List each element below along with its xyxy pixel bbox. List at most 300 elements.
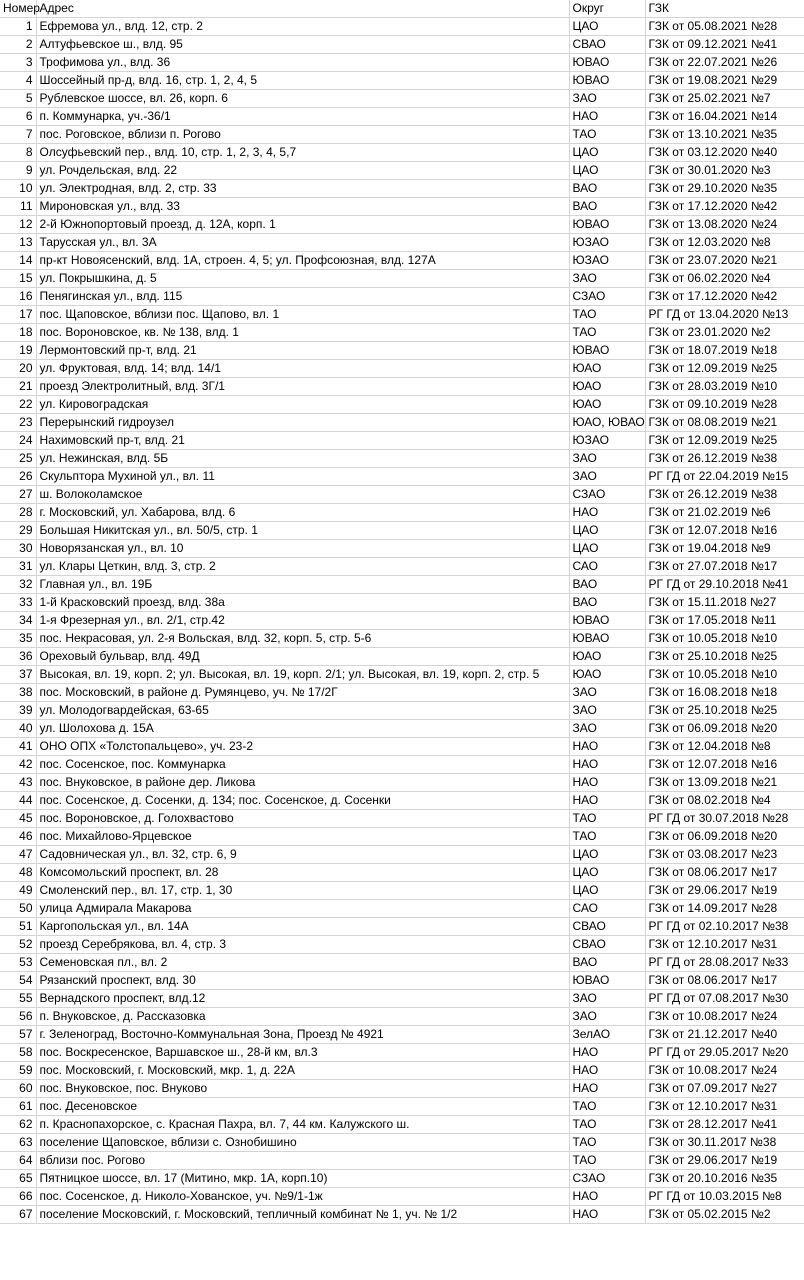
cell-okrug[interactable]: ЮАО [569, 378, 645, 396]
cell-address[interactable]: пос. Сосенское, д. Сосенки, д. 134; пос. Сосенское, д. Сосенки [36, 792, 569, 810]
cell-address[interactable]: Скульптора Мухиной ул., вл. 11 [36, 468, 569, 486]
cell-okrug[interactable]: ВАО [569, 954, 645, 972]
cell-num[interactable]: 65 [0, 1170, 36, 1188]
cell-address[interactable]: пр-кт Новоясенский, влд. 1А, строен. 4, 5; ул. Профсоюзная, влд. 127А [36, 252, 569, 270]
table-row[interactable] [0, 810, 804, 828]
cell-gzk[interactable]: ГЗК от 12.09.2019 №25 [645, 360, 804, 378]
cell-okrug[interactable]: ЦАО [569, 18, 645, 36]
cell-address[interactable]: Комсомольский проспект, вл. 28 [36, 864, 569, 882]
cell-num[interactable]: 42 [0, 756, 36, 774]
cell-gzk[interactable]: ГЗК от 30.11.2017 №38 [645, 1134, 804, 1152]
cell-address[interactable]: поселение Щаповское, вблизи с. Ознобишино [36, 1134, 569, 1152]
table-row[interactable] [0, 126, 804, 144]
cell-okrug[interactable]: НАО [569, 738, 645, 756]
table-row[interactable] [0, 1026, 804, 1044]
table-row[interactable] [0, 558, 804, 576]
cell-gzk[interactable]: ГЗК от 25.10.2018 №25 [645, 702, 804, 720]
table-row[interactable] [0, 1152, 804, 1170]
table-row[interactable] [0, 720, 804, 738]
table-row[interactable] [0, 990, 804, 1008]
cell-address[interactable]: ул. Кировоградская [36, 396, 569, 414]
cell-okrug[interactable]: ТАО [569, 1098, 645, 1116]
table-row[interactable] [0, 630, 804, 648]
cell-num[interactable]: 62 [0, 1116, 36, 1134]
cell-num[interactable]: 9 [0, 162, 36, 180]
cell-gzk[interactable]: ГЗК от 06.09.2018 №20 [645, 828, 804, 846]
cell-gzk[interactable]: РГ ГД от 22.04.2019 №15 [645, 468, 804, 486]
cell-gzk[interactable]: ГЗК от 29.10.2020 №35 [645, 180, 804, 198]
cell-num[interactable]: 58 [0, 1044, 36, 1062]
table-row[interactable] [0, 846, 804, 864]
table-row[interactable] [0, 828, 804, 846]
cell-address[interactable]: пос. Московский, в районе д. Румянцево, уч. № 17/2Г [36, 684, 569, 702]
cell-num[interactable]: 54 [0, 972, 36, 990]
cell-num[interactable]: 50 [0, 900, 36, 918]
cell-address[interactable]: пос. Внуковское, пос. Внуково [36, 1080, 569, 1098]
cell-gzk[interactable]: ГЗК от 23.01.2020 №2 [645, 324, 804, 342]
table-row[interactable] [0, 1080, 804, 1098]
cell-okrug[interactable]: ТАО [569, 828, 645, 846]
cell-num[interactable]: 21 [0, 378, 36, 396]
table-row[interactable] [0, 936, 804, 954]
cell-address[interactable]: ул. Фруктовая, влд. 14; влд. 14/1 [36, 360, 569, 378]
table-row[interactable] [0, 36, 804, 54]
cell-okrug[interactable]: ЦАО [569, 864, 645, 882]
table-row[interactable] [0, 522, 804, 540]
cell-gzk[interactable]: ГЗК от 13.08.2020 №24 [645, 216, 804, 234]
table-row[interactable] [0, 612, 804, 630]
table-row[interactable] [0, 180, 804, 198]
cell-num[interactable]: 34 [0, 612, 36, 630]
cell-gzk[interactable]: ГЗК от 12.09.2019 №25 [645, 432, 804, 450]
cell-address[interactable]: ул. Покрышкина, д. 5 [36, 270, 569, 288]
cell-address[interactable]: Алтуфьевское ш., влд. 95 [36, 36, 569, 54]
cell-gzk[interactable]: ГЗК от 17.05.2018 №11 [645, 612, 804, 630]
cell-gzk[interactable]: ГЗК от 05.08.2021 №28 [645, 18, 804, 36]
cell-gzk[interactable]: РГ ГД от 07.08.2017 №30 [645, 990, 804, 1008]
table-row[interactable] [0, 864, 804, 882]
table-row[interactable] [0, 144, 804, 162]
cell-gzk[interactable]: ГЗК от 07.09.2017 №27 [645, 1080, 804, 1098]
cell-num[interactable]: 5 [0, 90, 36, 108]
cell-okrug[interactable]: ТАО [569, 810, 645, 828]
cell-address[interactable]: г. Московский, ул. Хабарова, влд. 6 [36, 504, 569, 522]
table-row[interactable] [0, 54, 804, 72]
table-row[interactable] [0, 450, 804, 468]
cell-gzk[interactable]: ГЗК от 19.04.2018 №9 [645, 540, 804, 558]
cell-num[interactable]: 52 [0, 936, 36, 954]
cell-num[interactable]: 29 [0, 522, 36, 540]
cell-num[interactable]: 27 [0, 486, 36, 504]
cell-num[interactable]: 15 [0, 270, 36, 288]
cell-gzk[interactable]: ГЗК от 12.07.2018 №16 [645, 522, 804, 540]
table-row[interactable] [0, 774, 804, 792]
table-row[interactable] [0, 1134, 804, 1152]
cell-address[interactable]: Новорязанская ул., вл. 10 [36, 540, 569, 558]
cell-okrug[interactable]: ЗАО [569, 684, 645, 702]
cell-okrug[interactable]: ЮВАО [569, 342, 645, 360]
cell-address[interactable]: п. Краснопахорское, с. Красная Пахра, вл. 7, 44 км. Калужского ш. [36, 1116, 569, 1134]
table-row[interactable] [0, 90, 804, 108]
cell-gzk[interactable]: ГЗК от 03.08.2017 №23 [645, 846, 804, 864]
cell-okrug[interactable]: НАО [569, 1044, 645, 1062]
cell-gzk[interactable]: ГЗК от 06.09.2018 №20 [645, 720, 804, 738]
cell-address[interactable]: ул. Молодогвардейская, 63-65 [36, 702, 569, 720]
cell-okrug[interactable]: ТАО [569, 306, 645, 324]
cell-gzk[interactable]: ГЗК от 17.12.2020 №42 [645, 198, 804, 216]
cell-num[interactable]: 19 [0, 342, 36, 360]
table-row[interactable] [0, 1170, 804, 1188]
cell-okrug[interactable]: НАО [569, 1080, 645, 1098]
cell-gzk[interactable]: ГЗК от 26.12.2019 №38 [645, 450, 804, 468]
cell-num[interactable]: 7 [0, 126, 36, 144]
cell-okrug[interactable]: ЮВАО [569, 612, 645, 630]
cell-gzk[interactable]: ГЗК от 08.06.2017 №17 [645, 972, 804, 990]
cell-gzk[interactable]: ГЗК от 12.10.2017 №31 [645, 1098, 804, 1116]
cell-okrug[interactable]: ТАО [569, 1134, 645, 1152]
cell-num[interactable]: 13 [0, 234, 36, 252]
cell-okrug[interactable]: ЗАО [569, 270, 645, 288]
cell-okrug[interactable]: ЦАО [569, 882, 645, 900]
cell-gzk[interactable]: ГЗК от 08.08.2019 №21 [645, 414, 804, 432]
cell-num[interactable]: 1 [0, 18, 36, 36]
cell-address[interactable]: поселение Московский, г. Московский, тепличный комбинат № 1, уч. № 1/2 [36, 1206, 569, 1224]
cell-gzk[interactable]: ГЗК от 15.11.2018 №27 [645, 594, 804, 612]
cell-num[interactable]: 32 [0, 576, 36, 594]
cell-address[interactable]: пос. Роговское, вблизи п. Рогово [36, 126, 569, 144]
cell-address[interactable]: пос. Щаповское, вблизи пос. Щапово, вл. 1 [36, 306, 569, 324]
cell-num[interactable]: 12 [0, 216, 36, 234]
cell-address[interactable]: пос. Сосенское, пос. Коммунарка [36, 756, 569, 774]
table-row[interactable] [0, 594, 804, 612]
cell-address[interactable]: п. Внуковское, д. Рассказовка [36, 1008, 569, 1026]
cell-gzk[interactable]: ГЗК от 10.08.2017 №24 [645, 1062, 804, 1080]
cell-okrug[interactable]: НАО [569, 1188, 645, 1206]
cell-okrug[interactable]: ТАО [569, 1152, 645, 1170]
cell-gzk[interactable]: РГ ГД от 29.05.2017 №20 [645, 1044, 804, 1062]
cell-gzk[interactable]: ГЗК от 12.04.2018 №8 [645, 738, 804, 756]
cell-okrug[interactable]: ЗАО [569, 1008, 645, 1026]
table-row[interactable] [0, 360, 804, 378]
cell-gzk[interactable]: РГ ГД от 13.04.2020 №13 [645, 306, 804, 324]
cell-okrug[interactable]: ВАО [569, 576, 645, 594]
table-row[interactable] [0, 216, 804, 234]
cell-gzk[interactable]: ГЗК от 08.02.2018 №4 [645, 792, 804, 810]
cell-gzk[interactable]: ГЗК от 20.10.2016 №35 [645, 1170, 804, 1188]
cell-num[interactable]: 38 [0, 684, 36, 702]
cell-okrug[interactable]: СЗАО [569, 1170, 645, 1188]
cell-num[interactable]: 63 [0, 1134, 36, 1152]
cell-gzk[interactable]: ГЗК от 08.06.2017 №17 [645, 864, 804, 882]
cell-okrug[interactable]: ЦАО [569, 144, 645, 162]
cell-num[interactable]: 16 [0, 288, 36, 306]
table-row[interactable] [0, 72, 804, 90]
cell-okrug[interactable]: ЮАО, ЮВАО [569, 414, 645, 432]
cell-okrug[interactable]: САО [569, 558, 645, 576]
cell-num[interactable]: 2 [0, 36, 36, 54]
cell-num[interactable]: 22 [0, 396, 36, 414]
cell-address[interactable]: Трофимова ул., влд. 36 [36, 54, 569, 72]
cell-gzk[interactable]: ГЗК от 23.07.2020 №21 [645, 252, 804, 270]
cell-okrug[interactable]: САО [569, 900, 645, 918]
table-row[interactable] [0, 1188, 804, 1206]
cell-gzk[interactable]: ГЗК от 13.09.2018 №21 [645, 774, 804, 792]
cell-address[interactable]: пос. Сосенское, д. Николо-Хованское, уч. №9/1-1ж [36, 1188, 569, 1206]
cell-okrug[interactable]: ЦАО [569, 162, 645, 180]
cell-num[interactable]: 36 [0, 648, 36, 666]
cell-gzk[interactable]: ГЗК от 22.07.2021 №26 [645, 54, 804, 72]
cell-gzk[interactable]: ГЗК от 26.12.2019 №38 [645, 486, 804, 504]
table-row[interactable] [0, 270, 804, 288]
table-row[interactable] [0, 414, 804, 432]
cell-gzk[interactable]: ГЗК от 25.10.2018 №25 [645, 648, 804, 666]
cell-address[interactable]: 1-я Фрезерная ул., вл. 2/1, стр.42 [36, 612, 569, 630]
table-row[interactable] [0, 18, 804, 36]
table-row[interactable] [0, 306, 804, 324]
cell-okrug[interactable]: ЦАО [569, 540, 645, 558]
cell-address[interactable]: п. Коммунарка, уч.-36/1 [36, 108, 569, 126]
cell-num[interactable]: 30 [0, 540, 36, 558]
cell-gzk[interactable]: ГЗК от 12.07.2018 №16 [645, 756, 804, 774]
cell-gzk[interactable]: ГЗК от 09.10.2019 №28 [645, 396, 804, 414]
cell-gzk[interactable]: ГЗК от 27.07.2018 №17 [645, 558, 804, 576]
cell-okrug[interactable]: СЗАО [569, 486, 645, 504]
cell-address[interactable]: пос. Некрасовая, ул. 2-я Вольская, влд. 32, корп. 5, стр. 5-6 [36, 630, 569, 648]
table-row[interactable] [0, 792, 804, 810]
table-row[interactable] [0, 1206, 804, 1224]
cell-num[interactable]: 46 [0, 828, 36, 846]
cell-num[interactable]: 33 [0, 594, 36, 612]
cell-okrug[interactable]: ЗелАО [569, 1026, 645, 1044]
cell-gzk[interactable]: ГЗК от 29.06.2017 №19 [645, 882, 804, 900]
cell-address[interactable]: Главная ул., вл. 19Б [36, 576, 569, 594]
cell-address[interactable]: Тарусская ул., вл. 3А [36, 234, 569, 252]
cell-okrug[interactable]: ЦАО [569, 846, 645, 864]
cell-gzk[interactable]: ГЗК от 14.09.2017 №28 [645, 900, 804, 918]
cell-okrug[interactable]: ЗАО [569, 468, 645, 486]
cell-address[interactable]: проезд Серебрякова, вл. 4, стр. 3 [36, 936, 569, 954]
cell-gzk[interactable]: ГЗК от 12.10.2017 №31 [645, 936, 804, 954]
cell-okrug[interactable]: ЗАО [569, 702, 645, 720]
cell-address[interactable]: вблизи пос. Рогово [36, 1152, 569, 1170]
table-row[interactable] [0, 738, 804, 756]
cell-address[interactable]: ОНО ОПХ «Толстопальцево», уч. 23-2 [36, 738, 569, 756]
table-row[interactable] [0, 900, 804, 918]
table-row[interactable] [0, 918, 804, 936]
table-row[interactable] [0, 234, 804, 252]
cell-num[interactable]: 31 [0, 558, 36, 576]
cell-gzk[interactable]: ГЗК от 28.03.2019 №10 [645, 378, 804, 396]
cell-okrug[interactable]: ЮВАО [569, 72, 645, 90]
table-row[interactable] [0, 702, 804, 720]
cell-num[interactable]: 40 [0, 720, 36, 738]
cell-num[interactable]: 59 [0, 1062, 36, 1080]
header-num[interactable]: Номер [0, 0, 36, 18]
cell-num[interactable]: 48 [0, 864, 36, 882]
cell-address[interactable]: пос. Десеновское [36, 1098, 569, 1116]
table-row[interactable] [0, 1044, 804, 1062]
table-row[interactable] [0, 108, 804, 126]
cell-gzk[interactable]: РГ ГД от 28.08.2017 №33 [645, 954, 804, 972]
cell-address[interactable]: пос. Внуковское, в районе дер. Ликова [36, 774, 569, 792]
cell-gzk[interactable]: ГЗК от 16.04.2021 №14 [645, 108, 804, 126]
cell-address[interactable]: улица Адмирала Макарова [36, 900, 569, 918]
cell-num[interactable]: 39 [0, 702, 36, 720]
cell-gzk[interactable]: ГЗК от 21.12.2017 №40 [645, 1026, 804, 1044]
cell-gzk[interactable]: РГ ГД от 02.10.2017 №38 [645, 918, 804, 936]
cell-address[interactable]: Нахимовский пр-т, влд. 21 [36, 432, 569, 450]
table-row[interactable] [0, 378, 804, 396]
cell-address[interactable]: ул. Клары Цеткин, влд. 3, стр. 2 [36, 558, 569, 576]
cell-address[interactable]: ул. Нежинская, влд. 5Б [36, 450, 569, 468]
cell-gzk[interactable]: ГЗК от 17.12.2020 №42 [645, 288, 804, 306]
cell-okrug[interactable]: ЦАО [569, 522, 645, 540]
cell-gzk[interactable]: ГЗК от 29.06.2017 №19 [645, 1152, 804, 1170]
cell-gzk[interactable]: ГЗК от 19.08.2021 №29 [645, 72, 804, 90]
cell-address[interactable]: Садовническая ул., вл. 32, стр. 6, 9 [36, 846, 569, 864]
cell-okrug[interactable]: ТАО [569, 324, 645, 342]
cell-address[interactable]: Каргопольская ул., вл. 14А [36, 918, 569, 936]
cell-num[interactable]: 10 [0, 180, 36, 198]
table-row[interactable] [0, 162, 804, 180]
cell-gzk[interactable]: ГЗК от 03.12.2020 №40 [645, 144, 804, 162]
cell-address[interactable]: Смоленский пер., вл. 17, стр. 1, 30 [36, 882, 569, 900]
table-row[interactable] [0, 666, 804, 684]
cell-address[interactable]: ул. Электродная, влд. 2, стр. 33 [36, 180, 569, 198]
cell-address[interactable]: проезд Электролитный, влд. 3Г/1 [36, 378, 569, 396]
cell-address[interactable]: Лермонтовский пр-т, влд. 21 [36, 342, 569, 360]
cell-num[interactable]: 45 [0, 810, 36, 828]
cell-okrug[interactable]: ТАО [569, 1116, 645, 1134]
cell-num[interactable]: 60 [0, 1080, 36, 1098]
cell-okrug[interactable]: СЗАО [569, 288, 645, 306]
cell-okrug[interactable]: ЮЗАО [569, 234, 645, 252]
header-gzk[interactable]: ГЗК [645, 0, 804, 18]
table-row[interactable] [0, 468, 804, 486]
cell-okrug[interactable]: ВАО [569, 198, 645, 216]
cell-address[interactable]: Вернадского проспект, влд.12 [36, 990, 569, 1008]
cell-num[interactable]: 6 [0, 108, 36, 126]
cell-num[interactable]: 28 [0, 504, 36, 522]
cell-address[interactable]: Большая Никитская ул., вл. 50/5, стр. 1 [36, 522, 569, 540]
cell-num[interactable]: 26 [0, 468, 36, 486]
cell-address[interactable]: Рублевское шоссе, вл. 26, корп. 6 [36, 90, 569, 108]
cell-okrug[interactable]: ЮВАО [569, 216, 645, 234]
cell-address[interactable]: 1-й Красковский проезд, влд. 38а [36, 594, 569, 612]
cell-address[interactable]: Рязанский проспект, влд. 30 [36, 972, 569, 990]
cell-gzk[interactable]: РГ ГД от 29.10.2018 №41 [645, 576, 804, 594]
cell-num[interactable]: 66 [0, 1188, 36, 1206]
cell-num[interactable]: 25 [0, 450, 36, 468]
cell-num[interactable]: 17 [0, 306, 36, 324]
cell-okrug[interactable]: ЮЗАО [569, 432, 645, 450]
table-row[interactable] [0, 882, 804, 900]
cell-num[interactable]: 37 [0, 666, 36, 684]
table-row[interactable] [0, 342, 804, 360]
cell-okrug[interactable]: ЮВАО [569, 630, 645, 648]
table-row[interactable] [0, 288, 804, 306]
table-row[interactable] [0, 1098, 804, 1116]
cell-gzk[interactable]: ГЗК от 18.07.2019 №18 [645, 342, 804, 360]
cell-okrug[interactable]: НАО [569, 108, 645, 126]
cell-num[interactable]: 3 [0, 54, 36, 72]
cell-gzk[interactable]: ГЗК от 28.12.2017 №41 [645, 1116, 804, 1134]
cell-okrug[interactable]: НАО [569, 774, 645, 792]
header-okrug[interactable]: Округ [569, 0, 645, 18]
table-row[interactable] [0, 324, 804, 342]
cell-okrug[interactable]: СВАО [569, 936, 645, 954]
table-row[interactable] [0, 198, 804, 216]
table-row[interactable] [0, 1062, 804, 1080]
cell-address[interactable]: Олсуфьевский пер., влд. 10, стр. 1, 2, 3, 4, 5,7 [36, 144, 569, 162]
cell-gzk[interactable]: РГ ГД от 30.07.2018 №28 [645, 810, 804, 828]
cell-gzk[interactable]: ГЗК от 10.05.2018 №10 [645, 666, 804, 684]
cell-address[interactable]: Перерынский гидроузел [36, 414, 569, 432]
table-row[interactable] [0, 684, 804, 702]
cell-gzk[interactable]: РГ ГД от 10.03.2015 №8 [645, 1188, 804, 1206]
cell-address[interactable]: ул. Рочдельская, влд. 22 [36, 162, 569, 180]
cell-gzk[interactable]: ГЗК от 09.12.2021 №41 [645, 36, 804, 54]
table-row[interactable] [0, 504, 804, 522]
cell-address[interactable]: пос. Московский, г. Московский, мкр. 1, д. 22А [36, 1062, 569, 1080]
cell-num[interactable]: 23 [0, 414, 36, 432]
table-row[interactable] [0, 1008, 804, 1026]
cell-address[interactable]: ш. Волоколамское [36, 486, 569, 504]
cell-okrug[interactable]: ЗАО [569, 90, 645, 108]
table-row[interactable] [0, 486, 804, 504]
table-row[interactable] [0, 756, 804, 774]
cell-address[interactable]: пос. Воскресенское, Варшавское ш., 28-й км, вл.3 [36, 1044, 569, 1062]
cell-num[interactable]: 44 [0, 792, 36, 810]
cell-address[interactable]: 2-й Южнопортовый проезд, д. 12А, корп. 1 [36, 216, 569, 234]
table-row[interactable] [0, 252, 804, 270]
cell-num[interactable]: 41 [0, 738, 36, 756]
cell-address[interactable]: пос. Вороновское, кв. № 138, влд. 1 [36, 324, 569, 342]
table-row[interactable] [0, 1116, 804, 1134]
cell-num[interactable]: 57 [0, 1026, 36, 1044]
cell-address[interactable]: Пенягинская ул., влд. 115 [36, 288, 569, 306]
cell-okrug[interactable]: СВАО [569, 36, 645, 54]
cell-okrug[interactable]: НАО [569, 1062, 645, 1080]
cell-address[interactable]: пос. Михайлово-Ярцевское [36, 828, 569, 846]
cell-okrug[interactable]: НАО [569, 1206, 645, 1224]
cell-num[interactable]: 35 [0, 630, 36, 648]
cell-gzk[interactable]: ГЗК от 12.03.2020 №8 [645, 234, 804, 252]
cell-okrug[interactable]: ЮАО [569, 666, 645, 684]
table-row[interactable] [0, 540, 804, 558]
cell-gzk[interactable]: ГЗК от 06.02.2020 №4 [645, 270, 804, 288]
cell-num[interactable]: 61 [0, 1098, 36, 1116]
header-address[interactable]: Адрес [36, 0, 569, 18]
cell-num[interactable]: 53 [0, 954, 36, 972]
cell-address[interactable]: Ореховый бульвар, влд. 49Д [36, 648, 569, 666]
cell-okrug[interactable]: НАО [569, 756, 645, 774]
cell-okrug[interactable]: ЮЗАО [569, 252, 645, 270]
cell-num[interactable]: 51 [0, 918, 36, 936]
cell-num[interactable]: 43 [0, 774, 36, 792]
table-row[interactable] [0, 954, 804, 972]
cell-gzk[interactable]: ГЗК от 10.05.2018 №10 [645, 630, 804, 648]
cell-num[interactable]: 20 [0, 360, 36, 378]
table-row[interactable] [0, 648, 804, 666]
cell-okrug[interactable]: НАО [569, 504, 645, 522]
cell-address[interactable]: г. Зеленоград, Восточно-Коммунальная Зона, Проезд № 4921 [36, 1026, 569, 1044]
cell-okrug[interactable]: ЗАО [569, 990, 645, 1008]
cell-okrug[interactable]: ЮВАО [569, 972, 645, 990]
cell-gzk[interactable]: ГЗК от 25.02.2021 №7 [645, 90, 804, 108]
cell-okrug[interactable]: НАО [569, 792, 645, 810]
cell-address[interactable]: пос. Вороновское, д. Голохвастово [36, 810, 569, 828]
